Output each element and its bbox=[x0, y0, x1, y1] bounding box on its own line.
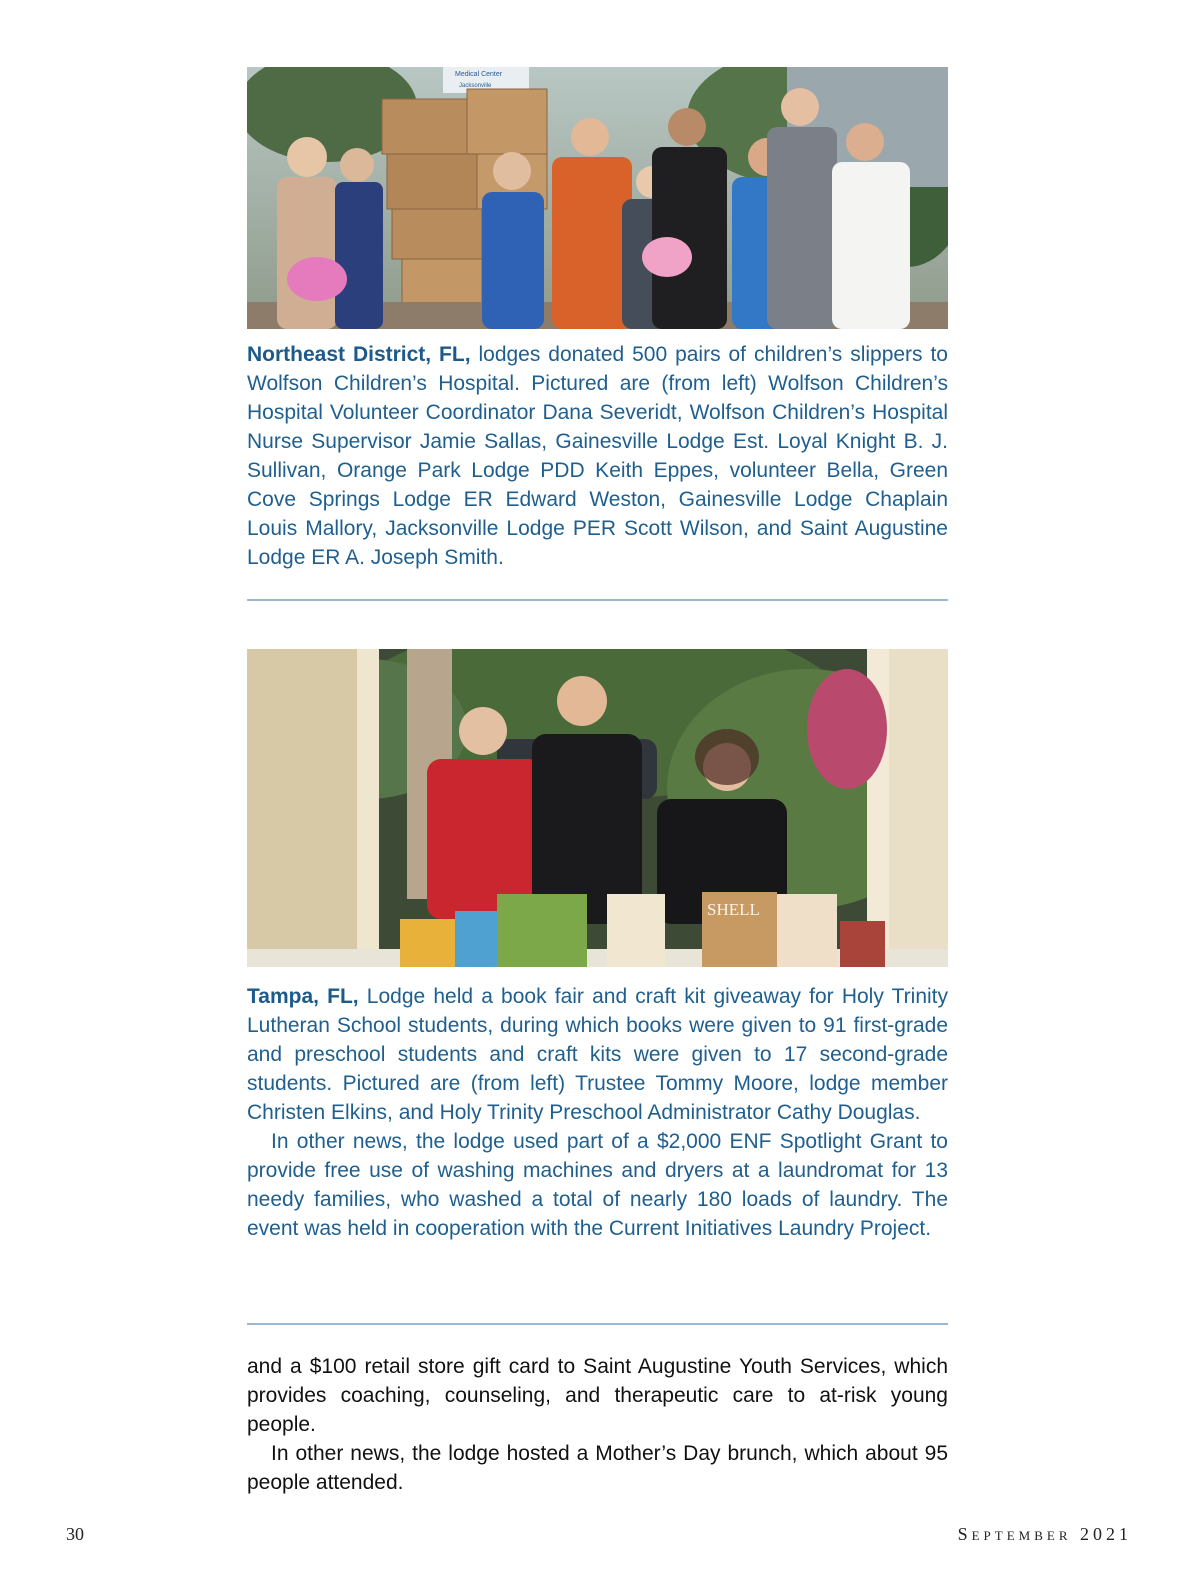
caption-text: lodges donated 500 pairs of children’s slippers to Wolfson Children’s Hospital. Pictured are (from left) Wolfson Children’s Hospital Volunteer Coordinator Dana Severidt, Wolfson Children’s Hospital Nurse Supervisor Jamie Sallas, Gainesville Lodge Est. Loyal Knight B. J. Sullivan, Orange Park Lodge PDD Keith Eppes, volunteer Bella, Green Cove Springs Lodge ER Edward Weston, Gainesville Lodge Chaplain Louis Mallory, Jacksonville Lodge PER Scott Wilson, and Saint Augustine Lodge ER A. Joseph Smith. bbox=[247, 343, 948, 569]
sign-line-2: Jacksonville bbox=[459, 83, 492, 89]
body-paragraph: In other news, the lodge hosted a Mother’s Day brunch, which about 95 people attended. bbox=[247, 1442, 948, 1494]
issue-date: September 2021 bbox=[957, 1524, 1132, 1544]
northeast-district-caption-paragraph bbox=[247, 340, 948, 572]
northeast-district-photo bbox=[247, 67, 948, 329]
tampa-caption-paragraph-2: In other news, the lodge used part of a $2,000 ENF Spotlight Grant to provide free use of washing machines and dryers at a laundromat for 13 needy families, who washed a total of nearly 180 loads of laundry. The event was held in cooperation with the Current Initiatives Laundry Project. bbox=[247, 1130, 948, 1240]
body-paragraph: and a $100 retail store gift card to Saint Augustine Youth Services, which provides coaching, counseling, and therapeutic care to at-risk young people. bbox=[247, 1355, 948, 1436]
tampa-caption-paragraph bbox=[247, 982, 948, 1127]
tampa-book-fair-photo bbox=[247, 649, 948, 967]
caption-lead: Northeast District, FL, bbox=[247, 343, 471, 366]
section-divider bbox=[247, 1323, 948, 1325]
caption-lead: Tampa, FL, bbox=[247, 985, 359, 1008]
shell-book-title: SHELL bbox=[707, 900, 760, 919]
tampa-caption bbox=[247, 982, 948, 1243]
caption-text: Lodge held a book fair and craft kit giveaway for Holy Trinity Lutheran School students, during which books were given to 91 first-grade and preschool students and craft kits were given to 17 second-grade students. Pictured are (from left) Trustee Tommy Moore, lodge member Christen Elkins, and Holy Trinity Preschool Administrator Cathy Douglas. bbox=[247, 985, 949, 1124]
sign-line-1: Medical Center bbox=[455, 71, 503, 78]
section-divider bbox=[247, 599, 948, 601]
northeast-district-photo-illustration bbox=[247, 67, 948, 329]
tampa-book-fair-photo-illustration bbox=[247, 649, 948, 967]
page-number: 30 bbox=[66, 1524, 84, 1544]
article-body bbox=[247, 1352, 948, 1497]
northeast-district-caption bbox=[247, 340, 948, 572]
